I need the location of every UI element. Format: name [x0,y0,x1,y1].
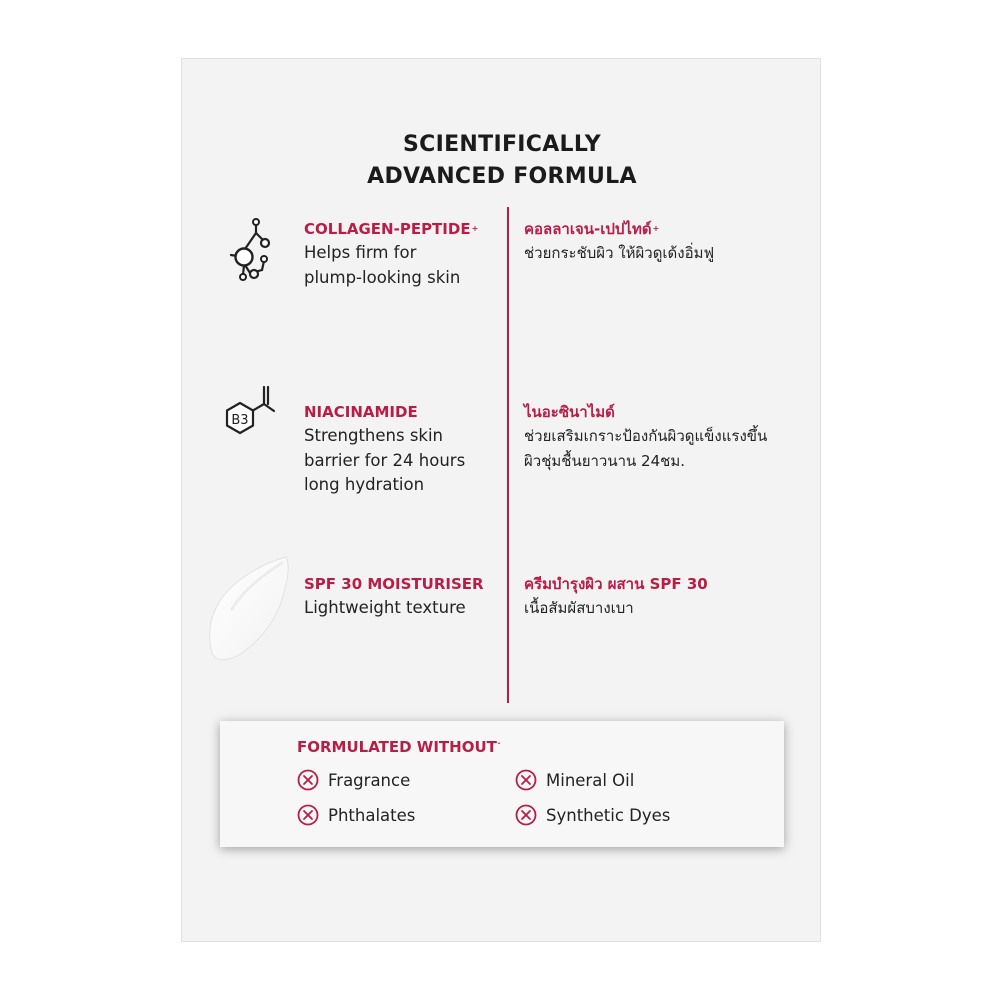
b3-icon [218,381,298,441]
footnote-mark: + [471,224,479,233]
cross-circle-icon [515,804,537,826]
without-item-label: Mineral Oil [546,770,635,790]
ingredient-desc-line: plump-looking skin [304,267,461,287]
title-line-1: SCIENTIFICALLY [403,132,601,157]
ingredient-desc-line: Lightweight texture [304,598,466,617]
ingredient-title: NIACINAMIDE [304,403,418,421]
without-item-phthalates [297,801,415,829]
title-line-2: ADVANCED FORMULA [367,164,637,189]
cross-circle-icon [297,804,319,826]
cross-circle-icon [297,769,319,791]
formulated-without-box [220,721,784,847]
ingredient-desc-line-th: ช่วยกระชับผิว ให้ผิวดูเด้งอิ่มฟู [524,244,715,262]
ingredient-collagen-th [524,217,814,266]
product-info-card [181,58,821,942]
without-item-label: Phthalates [328,805,416,825]
ingredient-collagen-en [304,217,509,290]
page-title [182,129,822,193]
without-item-label: Fragrance [328,770,411,790]
ingredient-desc-line: Strengthens skin [304,426,444,445]
b3-label: B3 [231,413,249,428]
ingredient-desc-line: barrier for 24 hours [304,450,466,470]
ingredient-desc-line: Helps firm for [304,243,417,262]
ingredient-title-th: คอลลาเจน-เปปไทด์ [524,220,652,238]
ingredient-title: SPF 30 MOISTURISER [304,575,484,593]
footnote-mark: ˇ [496,742,501,751]
formulated-without-title [297,735,501,759]
without-item-mineral-oil [515,766,634,794]
ingredient-spf-th [524,572,814,621]
formulated-without-label: FORMULATED WITHOUT [297,738,497,756]
without-item-fragrance [297,766,410,794]
cream-swatch-icon [204,553,296,665]
ingredient-title: COLLAGEN-PEPTIDE [304,220,471,238]
ingredient-desc-line: long hydration [304,475,425,494]
molecule-icon [226,215,274,287]
footnote-mark: + [652,224,660,233]
ingredient-title-th: ไนอะซินาไมด์ [524,403,615,421]
ingredient-niacinamide-en [304,400,509,498]
ingredient-title-th: ครีมบำรุงผิว ผสาน SPF 30 [524,575,708,593]
without-item-label: Synthetic Dyes [546,805,671,825]
cross-circle-icon [515,769,537,791]
ingredient-desc-line-th: ช่วยเสริมเกราะป้องกันผิวดูแข็งแรงขึ้น [524,427,768,445]
without-item-synthetic-dyes [515,801,670,829]
ingredient-desc-line-th: เนื้อสัมผัสบางเบา [524,599,634,617]
ingredient-spf-en [304,572,509,621]
ingredient-niacinamide-th [524,400,814,473]
ingredient-desc-line-th: ผิวชุ่มชื้นยาวนาน 24ชม. [524,451,685,470]
